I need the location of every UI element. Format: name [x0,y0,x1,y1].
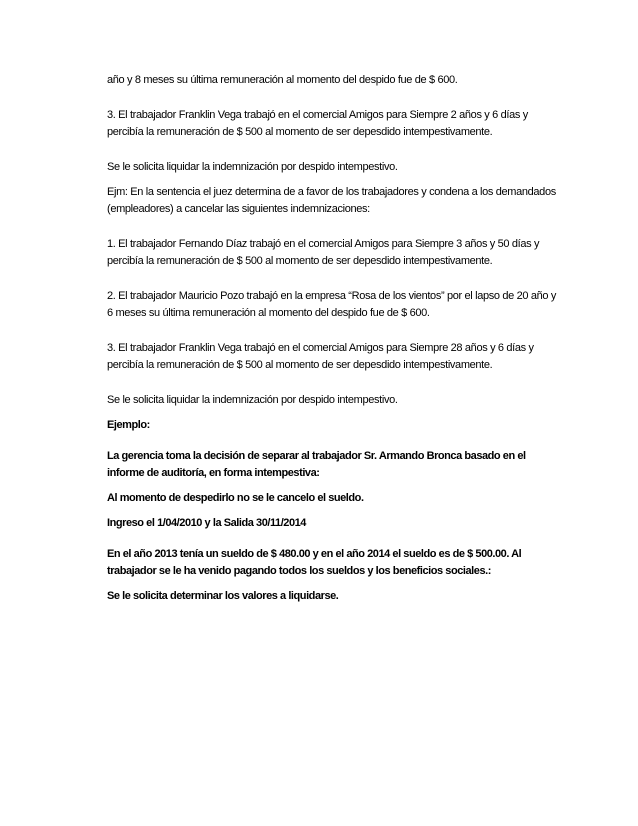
example-line-2: Al momento de despedirlo no se le cancelo el sueldo. [107,492,364,504]
paragraph-request: Se le solicita liquidar la indemnización por despido intempestivo. [107,161,398,173]
example-line-1: La gerencia toma la decisión de separar al trabajador Sr. Armando Bronca basado en el informe de auditoría, en forma intempestiva: [107,450,526,479]
paragraph-continuation: año y 8 meses su última remuneración al momento del despido fue de $ 600. [107,74,458,86]
example-line-3: Ingreso el 1/04/2010 y la Salida 30/11/2014 [107,517,306,529]
paragraph-request-2: Se le solicita liquidar la indemnización por despido intempestivo. [107,394,398,406]
example-heading: Ejemplo: [107,419,150,431]
paragraph-case-3: 3. El trabajador Franklin Vega trabajó en el comercial Amigos para Siempre 2 años y 6 días y percibía la remuneración de $ 500 al momento de ser depesdido intempestivamente. [107,109,528,138]
paragraph-ejm: Ejm: En la sentencia el juez determina de a favor de los trabajadores y condena a los demandados (empleadores) a cancelar las siguientes indemnizaciones: [107,186,556,215]
paragraph-case-2: 2. El trabajador Mauricio Pozo trabajó en la empresa “Rosa de los vientos” por el lapso de 20 año y 6 meses su última remuneración al momento del despido fue de $ 600. [107,290,557,319]
document-page [107,72,557,605]
example-line-4: En el año 2013 tenía un sueldo de $ 480.00 y en el año 2014 el sueldo es de $ 500.00. Al trabajador se le ha venido pagando todos los sueldos y los beneficios sociales.: [107,548,522,577]
example-line-5: Se le solicita determinar los valores a liquidarse. [107,590,339,602]
paragraph-case-3b: 3. El trabajador Franklin Vega trabajó en el comercial Amigos para Siempre 28 años y 6 días y percibía la remuneración de $ 500 al momento de ser depesdido intempestivamente. [107,342,534,371]
paragraph-case-1: 1. El trabajador Fernando Díaz trabajó en el comercial Amigos para Siempre 3 años y 50 días y percibía la remuneración de $ 500 al momento de ser depesdido intempestivamente. [107,238,540,267]
